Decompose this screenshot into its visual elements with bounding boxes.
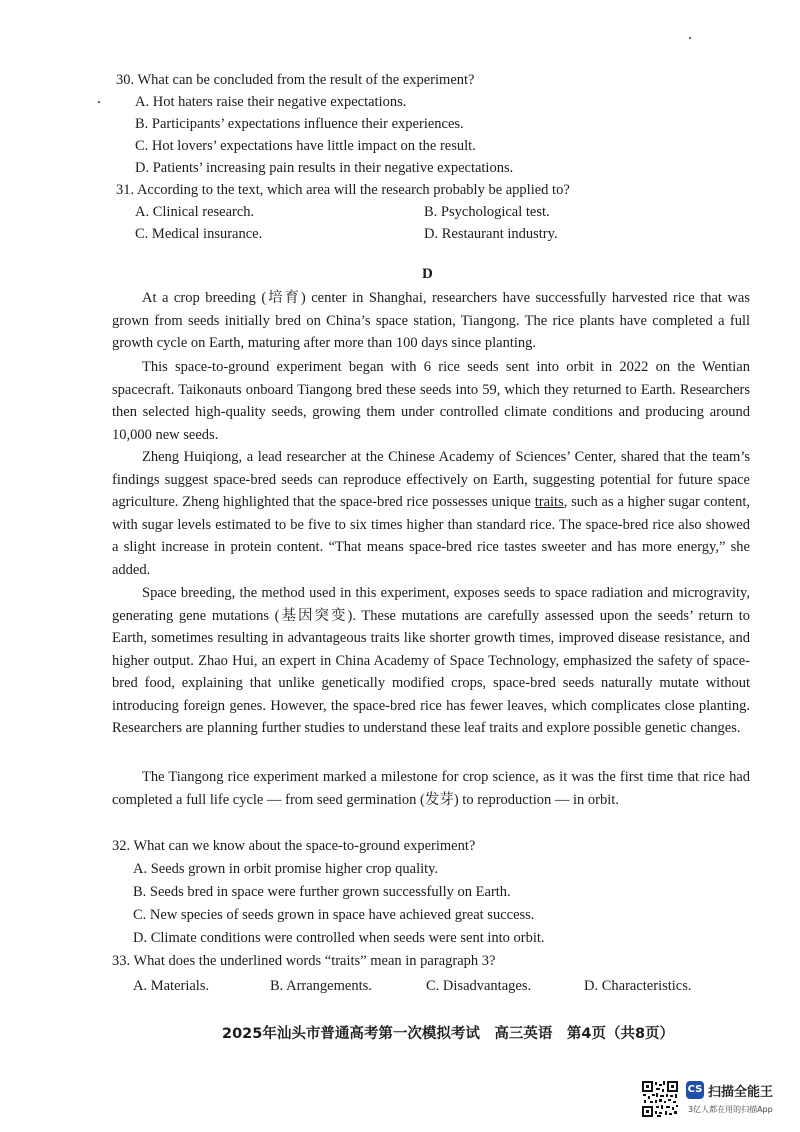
q33-option-c: C. Disadvantages.: [426, 978, 532, 994]
q33-option-d: D. Characteristics.: [584, 978, 692, 994]
q30-option-b: B. Participants’ expectations influence their experiences.: [135, 116, 464, 132]
passage-heading: D: [422, 266, 433, 282]
q30-option-d: D. Patients’ increasing pain results in their negative expectations.: [135, 160, 514, 176]
scan-speck: [98, 101, 100, 103]
q30-option-a: A. Hot haters raise their negative expectations.: [135, 94, 407, 110]
camscanner-logo-icon: CS: [686, 1081, 704, 1099]
paragraph-3-text-start: Zheng Huiqiong, a lead researcher at the Chinese Academy of Sciences’ Center, shared that the team’s findings suggest space-bred seeds can reproduce effectively on Earth, suggesting potential for future space agriculture. Zheng highlighted that the space-bred rice possesses unique: [112, 449, 750, 510]
q31-option-c: C. Medical insurance.: [135, 226, 263, 242]
qr-code-icon: [641, 1080, 679, 1118]
scan-speck: [689, 37, 691, 39]
paragraph-3-text-end: , such as a higher sugar content, with sugar levels estimated to be five to six times higher than standard rice. The space-bred rice also showed a slight increase in protein content. “That means space-bred rice tastes sweeter and has more energy,” she added.: [112, 494, 750, 578]
page-footer: 2025年汕头市普通高考第一次模拟考试 高三英语 第4页（共8页）: [222, 1026, 675, 1042]
camscanner-name: 扫描全能王: [708, 1085, 774, 1100]
q33-option-b: B. Arrangements.: [270, 978, 372, 994]
q32-option-c: C. New species of seeds grown in space have achieved great success.: [133, 907, 535, 923]
passage-paragraph-4: Space breeding, the method used in this experiment, exposes seeds to space radiation and microgravity, generating gene mutations (基因突变). These mutations are carefully assessed upon the seeds’ return to Earth, sometimes resulting in advantageous traits like shorter growth times, improved disease resistance, and higher output. Zhao Hui, an expert in China Academy of Space Technology, emphasized the safety of space-bred food, explaining that unlike genetically modified crops, space-bred seeds naturally mutate without introducing foreign genes. However, the space-bred rice has fewer leaves, which complicates close planting. Researchers are planning further studies to understand these leaf traits and explore possible genetic changes.: [112, 585, 750, 736]
q32-option-b: B. Seeds bred in space were further grown successfully on Earth.: [133, 884, 511, 900]
camscanner-tagline: 3亿人都在用的扫描App: [688, 1105, 773, 1114]
q33-option-a: A. Materials.: [133, 978, 210, 994]
q31-option-d: D. Restaurant industry.: [424, 226, 558, 242]
q31-option-a: A. Clinical research.: [135, 204, 255, 220]
underlined-word-traits: traits: [534, 494, 564, 510]
passage-paragraph-1: At a crop breeding (培育) center in Shanghai, researchers have successfully harvested rice that was grown from seeds initially bred on China’s space station, Tiangong. The rice plants have completed a full growth cycle on Earth, maturing after more than 100 days since planting.: [112, 290, 750, 351]
q31-option-b: B. Psychological test.: [424, 204, 550, 220]
passage-paragraph-3: [112, 446, 750, 581]
q32-stem: 32. What can we know about the space-to-ground experiment?: [112, 838, 476, 854]
q30-stem: 30. What can be concluded from the result of the experiment?: [116, 72, 475, 88]
passage-paragraph-5: The Tiangong rice experiment marked a milestone for crop science, as it was the first time that rice had completed a full life cycle — from seed germination (发芽) to reproduction — in orbit.: [112, 769, 750, 808]
passage-paragraph-2: This space-to-ground experiment began with 6 rice seeds sent into orbit in 2022 on the Wentian spacecraft. Taikonauts onboard Tiangong bred these seeds into 59, which they returned to Earth. Researchers then selected high-quality seeds, growing them under controlled climate conditions and producing around 10,000 new seeds.: [112, 359, 750, 443]
q30-option-c: C. Hot lovers’ expectations have little impact on the result.: [135, 138, 476, 154]
q33-stem: 33. What does the underlined words “traits” mean in paragraph 3?: [112, 953, 496, 969]
q32-option-a: A. Seeds grown in orbit promise higher crop quality.: [133, 861, 439, 877]
q31-stem: 31. According to the text, which area will the research probably be applied to?: [116, 182, 570, 198]
q32-option-d: D. Climate conditions were controlled when seeds were sent into orbit.: [133, 930, 545, 946]
